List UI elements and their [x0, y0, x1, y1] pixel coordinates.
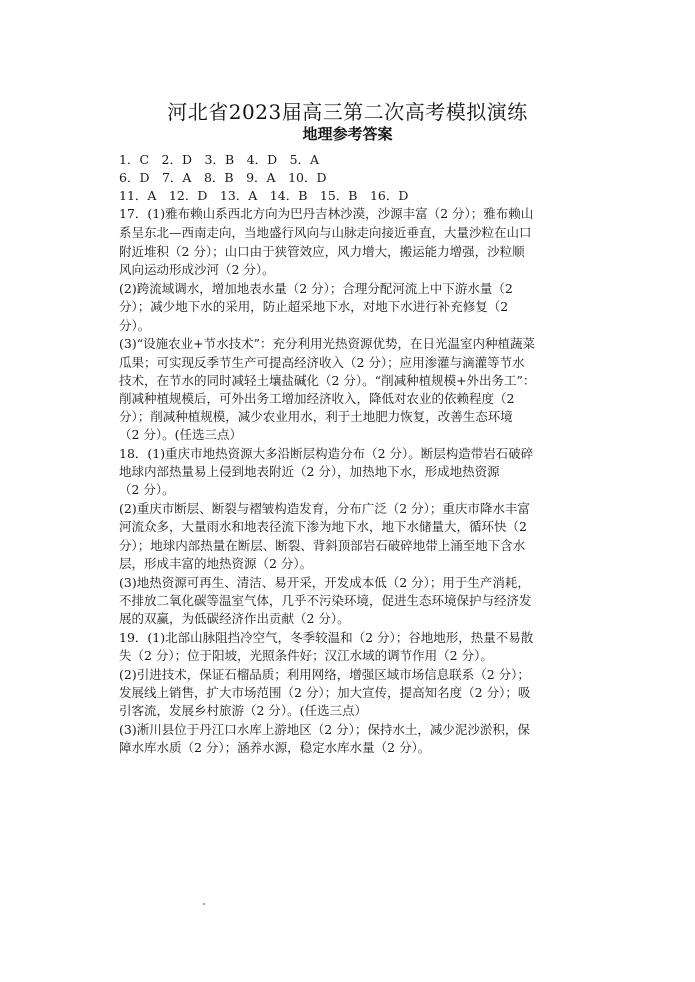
answer-line: (3)淅川县位于丹江口水库上游地区（2 分）；保持水土，减少泥沙淤积，保: [119, 722, 530, 737]
answer-line: 发展线上销售，扩大市场范围（2 分）；加大宣传，提高知名度（2 分）；吸: [119, 685, 531, 700]
answer-line: 17．(1)雅布赖山系西北方向为巴丹吉林沙漠，沙源丰富（2 分）；雅布赖山: [119, 206, 534, 221]
answer-line: 瓜果；可实现反季节生产可提高经济收入（2 分）；应用渗灌与滴灌等节水: [119, 355, 525, 370]
document-title: 河北省2023届高三第二次高考模拟演练: [167, 100, 528, 124]
answer-line: 展的双赢，为低碳经济作出贡献（2 分）。: [119, 611, 350, 626]
answer-line: (2)引进技术，保证石榴品质；利用网络，增强区域市场信息联系（2 分）；: [119, 667, 530, 682]
answer-line: 失（2 分）；位于阳坡，光照条件好；汉江水域的调节作用（2 分）。: [119, 648, 493, 663]
answer-line: 6．D 7．A 8．B 9．A 10．D: [119, 170, 327, 185]
answer-line: 引客流，发展乡村旅游（2 分）。(任选三点）: [119, 703, 368, 718]
stray-dot: [203, 903, 205, 905]
document-subtitle: 地理参考答案: [302, 125, 393, 143]
answer-line: 系呈东北—西南走向，当地盛行风向与山脉走向接近垂直，大量沙粒在山口: [119, 225, 532, 240]
answer-line: 风向运动形成沙河（2 分）。: [119, 262, 275, 277]
answer-line: 技术，在节水的同时减轻土壤盐碱化（2 分）。“削减种植规模+外出务工”：: [119, 373, 536, 388]
answer-line: 削减种植规模后，可外出务工增加经济收入，降低对农业的依赖程度（2: [119, 391, 515, 406]
answer-line: 分）；削减种植规模，减少农业用水，利于土地肥力恢复，改善生态环境: [119, 409, 513, 424]
answer-line: (3)地热资源可再生、清洁、易开采，开发成本低（2 分）；用于生产消耗，: [119, 575, 530, 590]
answer-line: 障水库水质（2 分）；涵养水源，稳定水库水量（2 分）。: [119, 740, 431, 755]
answer-line: 19．(1)北部山脉阻挡冷空气，冬季较温和（2 分）；谷地地形，热量不易散: [119, 630, 534, 645]
answer-line: （2 分）。(任选三点）: [119, 427, 243, 442]
answer-line: 18．(1)重庆市地热资源大多沿断层构造分布（2 分）。断层构造带岩石破碎: [119, 446, 534, 461]
answer-line: (2)跨流域调水，增加地表水量（2 分）；合理分配河流上中下游水量（2: [119, 281, 513, 296]
answer-line: 附近堆积（2 分）；山口由于狭管效应，风力增大，搬运能力增强，沙粒顺: [119, 244, 525, 259]
answer-line: 层，形成丰富的地热资源（2 分）。: [119, 556, 313, 571]
answer-line: 河流众多，大量雨水和地表径流下渗为地下水，地下水储量大，循环快（2: [119, 519, 527, 534]
answer-line: (2)重庆市断层、断裂与褶皱构造发育，分布广泛（2 分）；重庆市降水丰富: [119, 501, 530, 516]
answer-line: 分）；减少地下水的采用，防止超采地下水，对地下水进行补充修复（2: [119, 299, 509, 314]
answer-line: （2 分）。: [119, 482, 175, 497]
answer-line: 分）。: [119, 318, 151, 333]
answer-line: 1．C 2．D 3．B 4．D 5．A: [119, 152, 320, 167]
answer-line: 地球内部热量易上侵到地表附近（2 分），加热地下水，形成地热资源: [119, 464, 500, 479]
answer-line: 不排放二氧化碳等温室气体，几乎不污染环境，促进生态环境保护与经济发: [119, 593, 532, 608]
answer-line: (3)“设施农业+节水技术”：充分利用光热资源优势，在日光温室内种植蔬菜: [119, 336, 535, 351]
answer-line: 分）；地球内部热量在断层、断裂、背斜顶部岩石破碎地带上涌至地下含水: [119, 538, 526, 553]
answer-line: 11．A 12．D 13．A 14．B 15．B 16．D: [119, 188, 409, 203]
